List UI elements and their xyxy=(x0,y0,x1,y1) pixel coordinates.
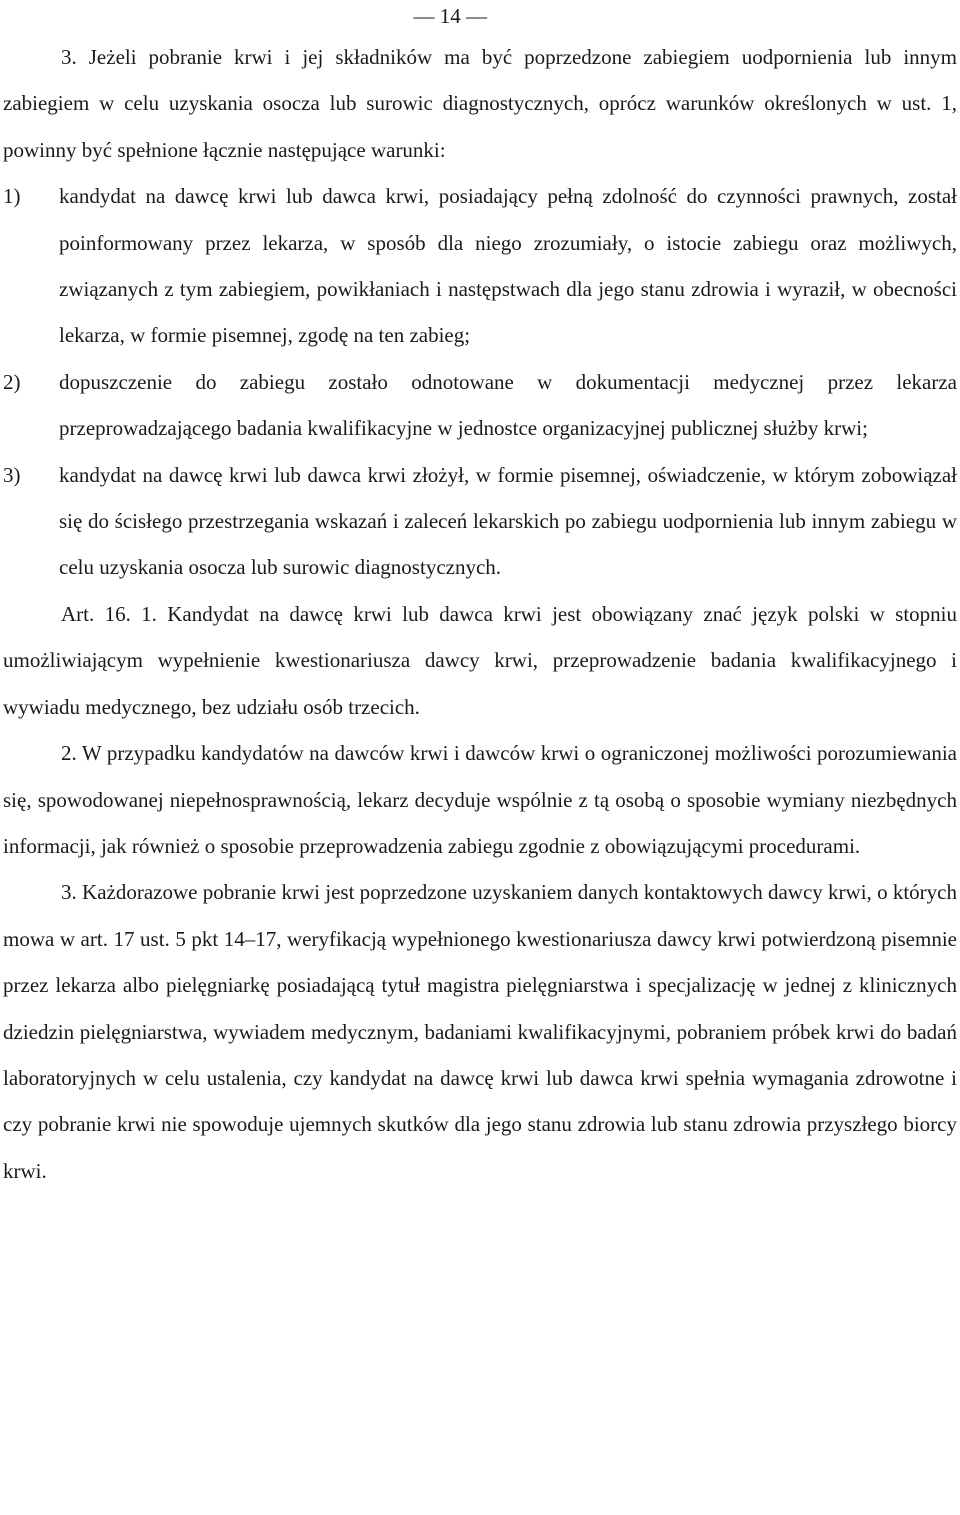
list-item xyxy=(3,452,957,591)
list-item-text: dopuszczenie do zabiegu zostało odnotowane w dokumentacji medycznej przez lekarza przeprowadzającego badania kwalifikacyjne w jednostce organizacyjnej publicznej służby krwi; xyxy=(59,369,957,441)
list-item-number: 2) xyxy=(3,369,21,394)
list-item-number: 3) xyxy=(3,462,21,487)
list-item-number: 1) xyxy=(3,184,21,209)
art-16-paragraph-1: Art. 16. 1. Kandydat na dawcę krwi lub dawca krwi jest obowiązany znać język polski w stopniu umożliwiającym wypełnienie kwestionariusza dawcy krwi, przeprowadzenie badania kwalifikacyjnego i wywiadu medycznego, bez udziału osób trzecich. xyxy=(3,601,957,719)
art-16-paragraph-2: 2. W przypadku kandydatów na dawców krwi i dawców krwi o ograniczonej możliwości porozumiewania się, spowodowanej niepełnosprawnością, lekarz decyduje wspólnie z tą osobą o sposobie wymiany niezbędnych informacji, jak również o sposobie przeprowadzenia zabiegu zgodnie z obowiązującymi procedurami. xyxy=(3,741,957,858)
list-item-text: kandydat na dawcę krwi lub dawca krwi, posiadający pełną zdolność do czynności prawnych, został poinformowany przez lekarza, w sposób dla niego zrozumiały, o istocie zabiegu oraz możliwych, związanych z tym zabiegiem, powikłaniach i następstwach dla jego stanu zdrowia i wyraził, w obecności lekarza, w formie pisemnej, zgodę na ten zabieg; xyxy=(59,184,957,348)
page-number: — 14 — xyxy=(413,4,487,28)
list-item-text: kandydat na dawcę krwi lub dawca krwi złożył, w formie pisemnej, oświadczenie, w którym zobowiązał się do ścisłego przestrzegania wskazań i zaleceń lekarskich po zabiegu uodpornienia lub innym zabiegu w celu uzyskania osocza lub surowic diagnostycznych. xyxy=(59,462,957,580)
art-16-paragraph-3: 3. Każdorazowe pobranie krwi jest poprzedzone uzyskaniem danych kontaktowych dawcy krwi, o których mowa w art. 17 ust. 5 pkt 14–17, weryfikacją wypełnionego kwestionariusza dawcy krwi potwierdzoną pisemnie przez lekarza albo pielęgniarkę posiadającą tytuł magistra pielęgniarstwa i specjalizację w jednej z klinicznych dziedzin pielęgniarstwa, wywiadem medycznym, badaniami kwalifikacyjnymi, pobraniem próbek krwi do badań laboratoryjnych w celu ustalenia, czy kandydat na dawcę krwi lub dawca krwi spełnia wymagania zdrowotne i czy pobranie krwi nie spowoduje ujemnych skutków dla jego stanu zdrowia lub stanu zdrowia przyszłego biorcy krwi. xyxy=(3,880,957,1183)
section-3-intro: 3. Jeżeli pobranie krwi i jej składników ma być poprzedzone zabiegiem uodpornienia lub innym zabiegiem w celu uzyskania osocza lub surowic diagnostycznych, oprócz warunków określonych w ust. 1, powinny być spełnione łącznie następujące warunki: xyxy=(3,45,957,162)
list-item xyxy=(3,359,957,452)
list-item xyxy=(3,173,957,359)
document-page xyxy=(3,0,957,1194)
